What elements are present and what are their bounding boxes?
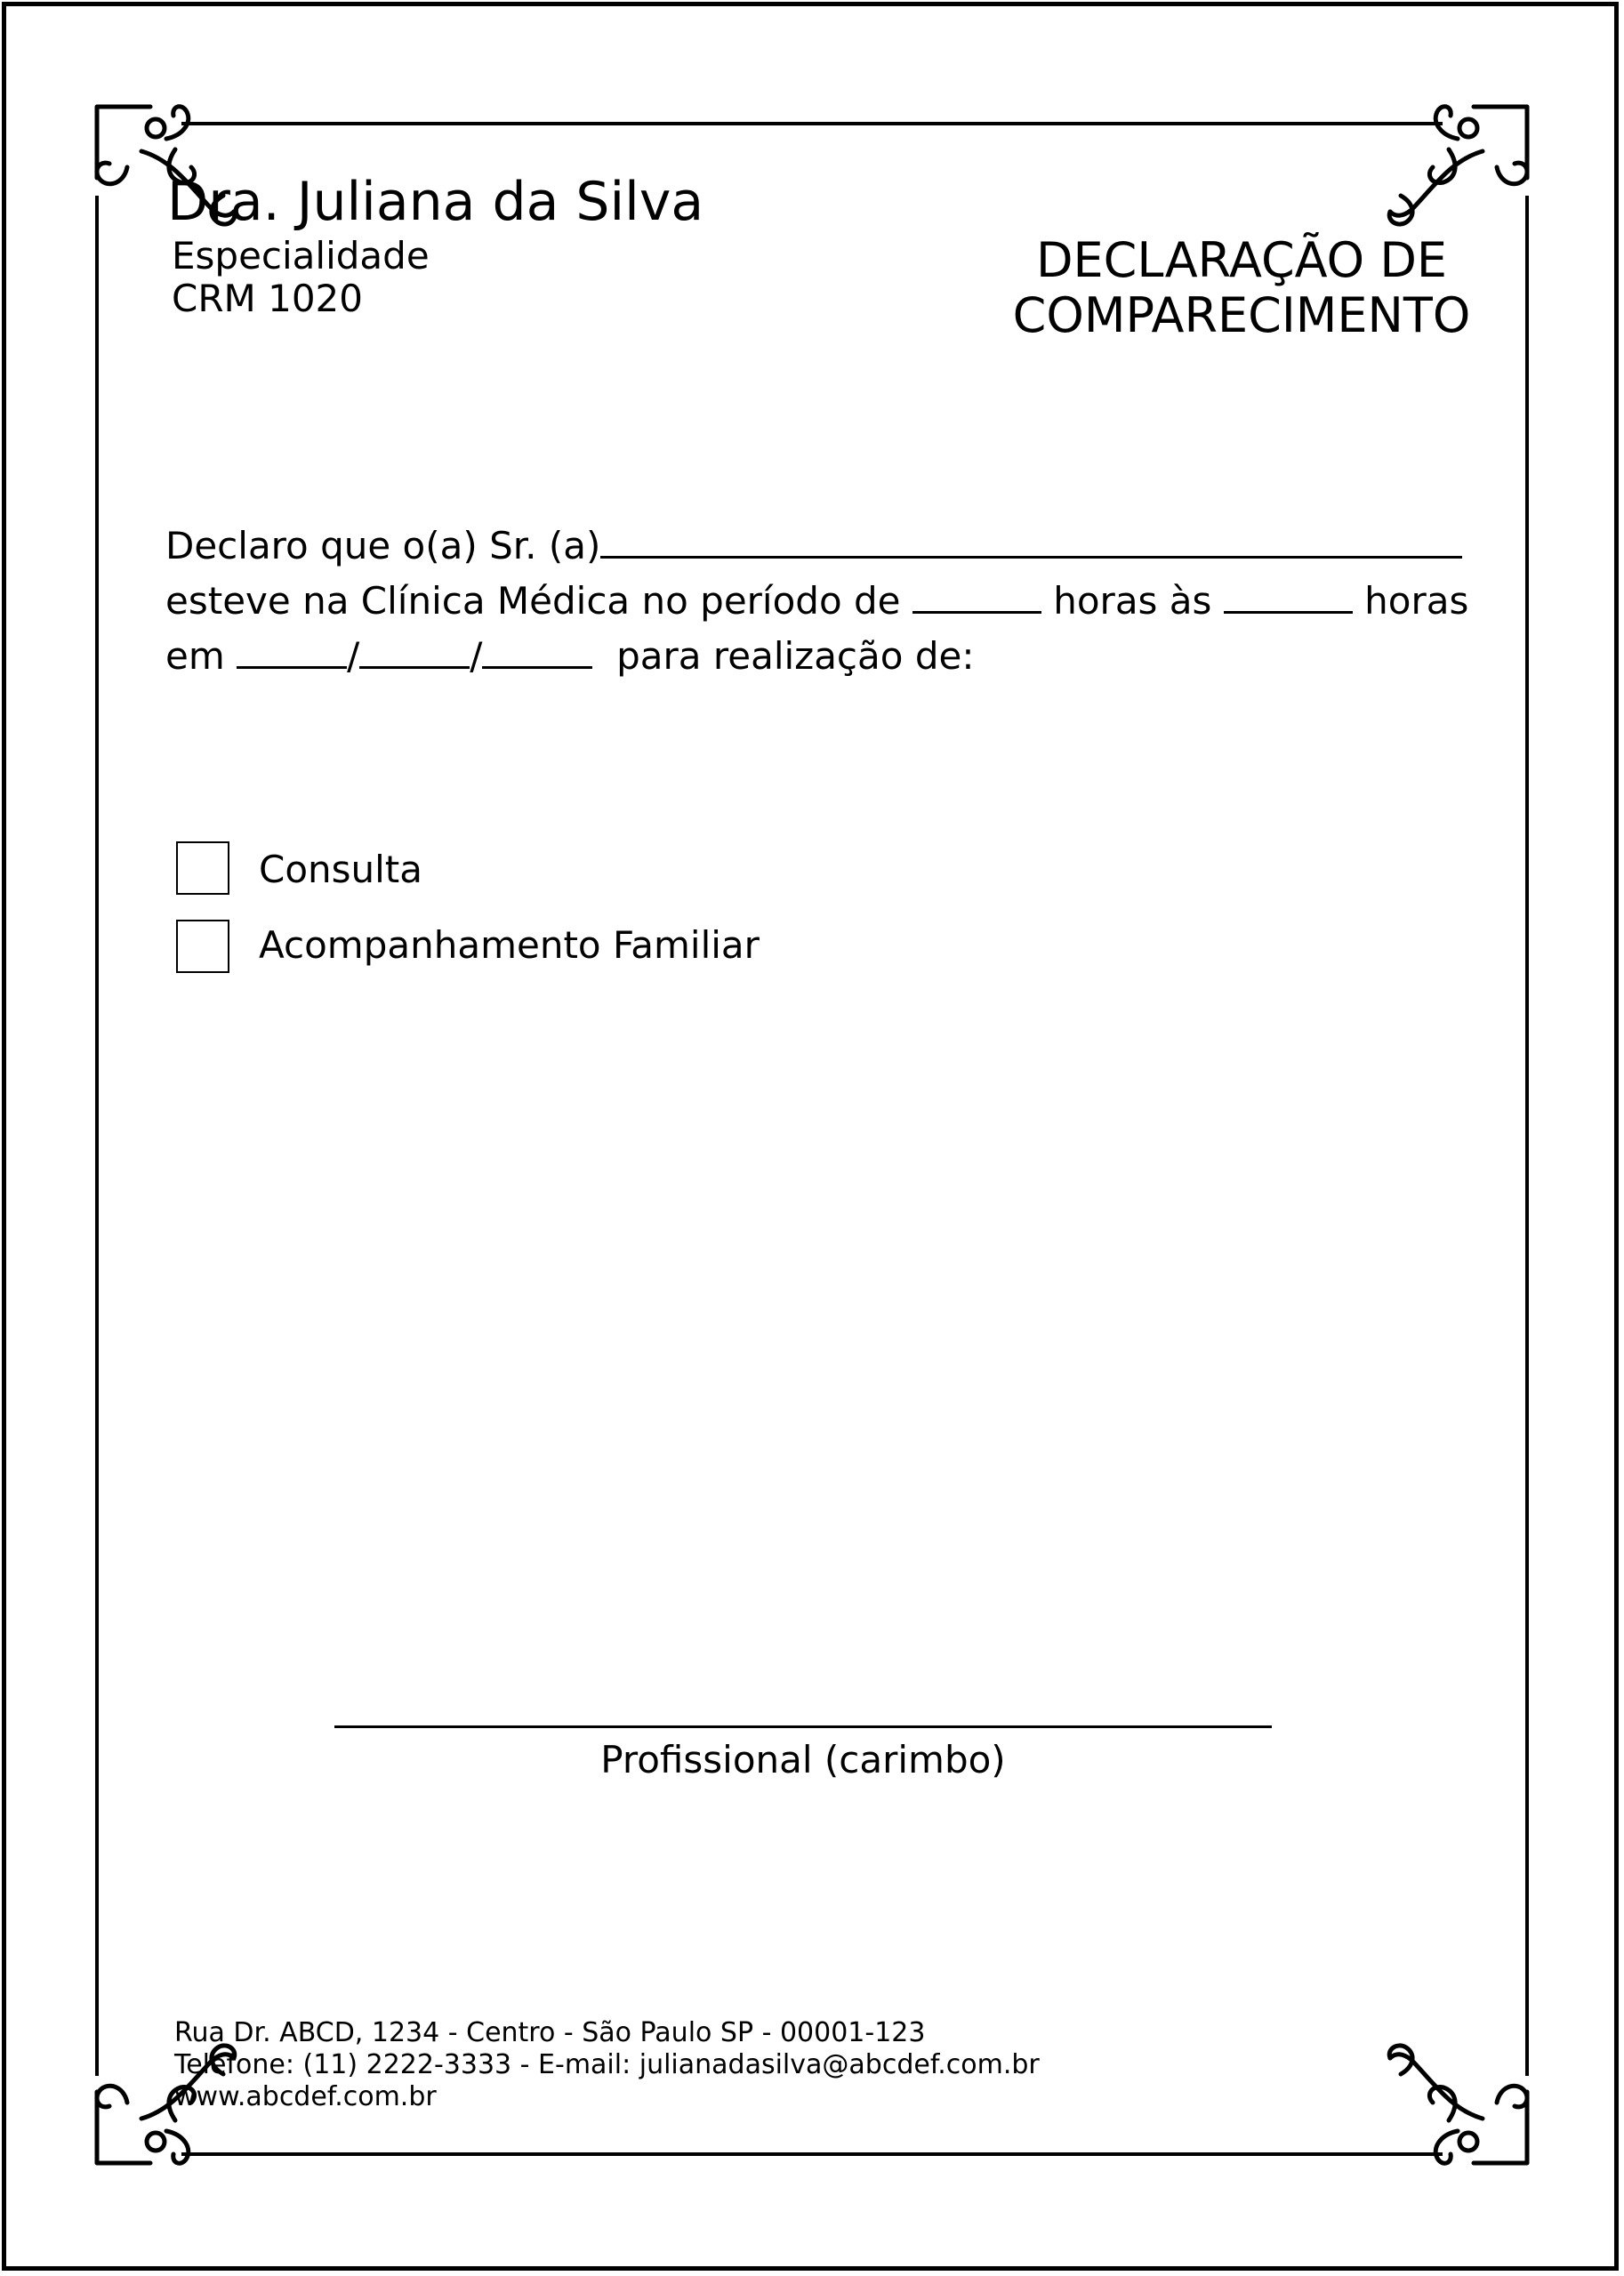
footer-website: www.abcdef.com.br xyxy=(174,2081,437,2112)
year-field[interactable] xyxy=(482,631,592,669)
date-separator: / xyxy=(470,634,483,678)
declaration-line-3 xyxy=(165,631,974,678)
end-hour-field[interactable] xyxy=(1224,575,1353,614)
doctor-name: Dra. Juliana da Silva xyxy=(167,171,704,233)
purpose-text: para realização de: xyxy=(616,634,975,678)
declaration-intro: Declaro que o(a) Sr. (a) xyxy=(165,524,601,567)
document-title-line2: COMPARECIMENTO xyxy=(1012,287,1471,343)
consulta-checkbox[interactable] xyxy=(176,841,229,895)
document-title-line1: DECLARAÇÃO DE xyxy=(1035,232,1448,288)
specialty: Especialidade xyxy=(172,234,430,277)
declaration-line-2 xyxy=(165,575,1468,623)
day-field[interactable] xyxy=(237,631,347,669)
document-title xyxy=(975,233,1508,343)
month-field[interactable] xyxy=(359,631,470,669)
patient-name-field[interactable] xyxy=(600,520,1462,559)
signature-label: Profissional (carimbo) xyxy=(600,1738,1006,1781)
date-separator: / xyxy=(347,634,360,678)
period-text: esteve na Clínica Médica no período de xyxy=(165,579,901,623)
hours-text: horas xyxy=(1364,579,1469,623)
crm-number: CRM 1020 xyxy=(172,277,363,320)
consulta-label: Consulta xyxy=(259,848,423,891)
footer-contact: Telefone: (11) 2222-3333 - E-mail: julianadasilva@abcdef.com.br xyxy=(174,2049,1040,2080)
corner-ornament-bottom-right xyxy=(1389,2046,1527,2163)
acompanhamento-familiar-label: Acompanhamento Familiar xyxy=(259,923,760,967)
signature-line[interactable] xyxy=(334,1725,1272,1728)
acompanhamento-familiar-checkbox[interactable] xyxy=(176,920,229,973)
declaration-line-1 xyxy=(165,520,1462,567)
on-date-text: em xyxy=(165,634,225,678)
footer-address: Rua Dr. ABCD, 1234 - Centro - São Paulo SP - 00001-123 xyxy=(174,2017,926,2048)
hours-to-text: horas às xyxy=(1053,579,1212,623)
start-hour-field[interactable] xyxy=(912,575,1041,614)
